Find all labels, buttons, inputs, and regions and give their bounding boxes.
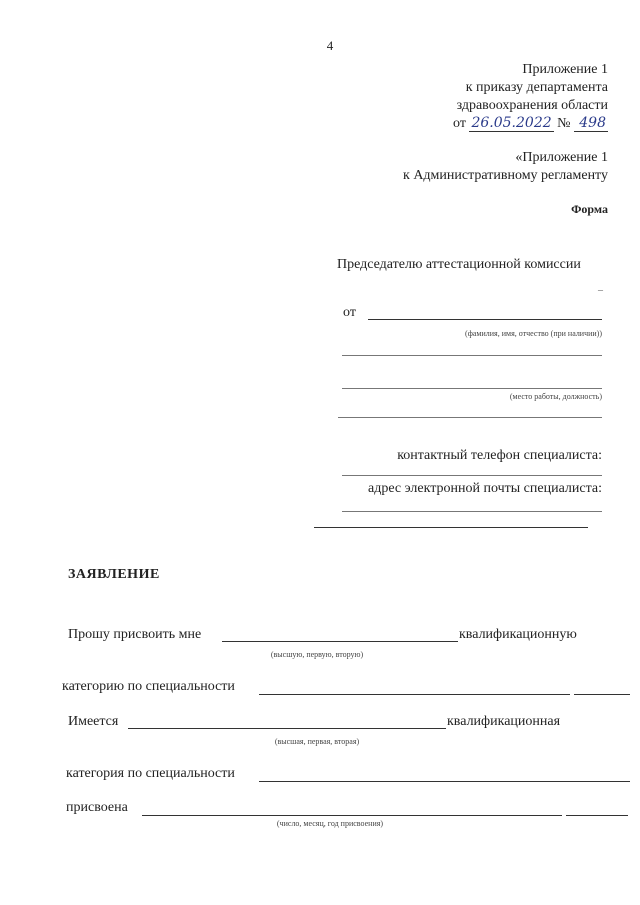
order-number-sign: № <box>557 116 571 131</box>
row1-suffix: квалификационную <box>459 627 577 642</box>
fio-line <box>368 319 602 320</box>
appendix-line-1: Приложение 1 <box>522 62 608 77</box>
order-date-handwritten: 26.05.2022 <box>471 115 552 131</box>
appendix-line-2: к приказу департамента <box>465 80 608 95</box>
addressee-to: Председателю аттестационной комиссии <box>337 257 581 272</box>
row1-line <box>222 641 458 642</box>
addressee-dash: – <box>598 285 603 296</box>
row5-line-end <box>566 815 628 816</box>
email-label: адрес электронной почты специалиста: <box>368 481 602 496</box>
row1-hint: (высшую, первую, вторую) <box>270 650 364 659</box>
row3-hint: (высшая, первая, вторая) <box>274 737 360 746</box>
work-hint: (место работы, должность) <box>509 392 602 401</box>
row5-prefix: присвоена <box>66 800 128 815</box>
row4-line <box>259 781 570 782</box>
row2-line-end <box>574 694 630 695</box>
phone-label: контактный телефон специалиста: <box>397 448 602 463</box>
statement-title: ЗАЯВЛЕНИЕ <box>68 567 160 582</box>
appendix-order-line <box>300 115 608 132</box>
row1-prefix: Прошу присвоить мне <box>68 627 202 642</box>
fio-hint: (фамилия, имя, отчество (при наличии)) <box>465 329 602 338</box>
work-line-1 <box>342 388 602 389</box>
row3-suffix: квалификационная <box>447 714 561 729</box>
phone-line <box>342 475 602 476</box>
row2-prefix: категорию по специальности <box>62 679 235 694</box>
order-number-handwritten: 498 <box>574 115 608 132</box>
row3-line <box>128 728 446 729</box>
order-from-prefix: от <box>453 116 466 131</box>
work-line-2 <box>338 417 602 418</box>
row4-line-end <box>570 781 630 782</box>
email-line-2 <box>314 527 588 528</box>
row5-line <box>142 815 562 816</box>
addressee-from: от <box>343 305 356 320</box>
fio-line-2 <box>342 355 602 356</box>
row3-prefix: Имеется <box>68 714 119 729</box>
row2-line <box>259 694 570 695</box>
row5-hint: (число, месяц, год присвоения) <box>276 819 384 828</box>
email-line-1 <box>342 511 602 512</box>
row4-prefix: категория по специальности <box>66 766 235 781</box>
form-label: Форма <box>571 202 608 216</box>
page-number: 4 <box>326 38 334 53</box>
regulation-line-1: «Приложение 1 <box>515 150 608 165</box>
appendix-line-3: здравоохранения области <box>456 98 608 113</box>
regulation-line-2: к Административному регламенту <box>403 168 608 183</box>
